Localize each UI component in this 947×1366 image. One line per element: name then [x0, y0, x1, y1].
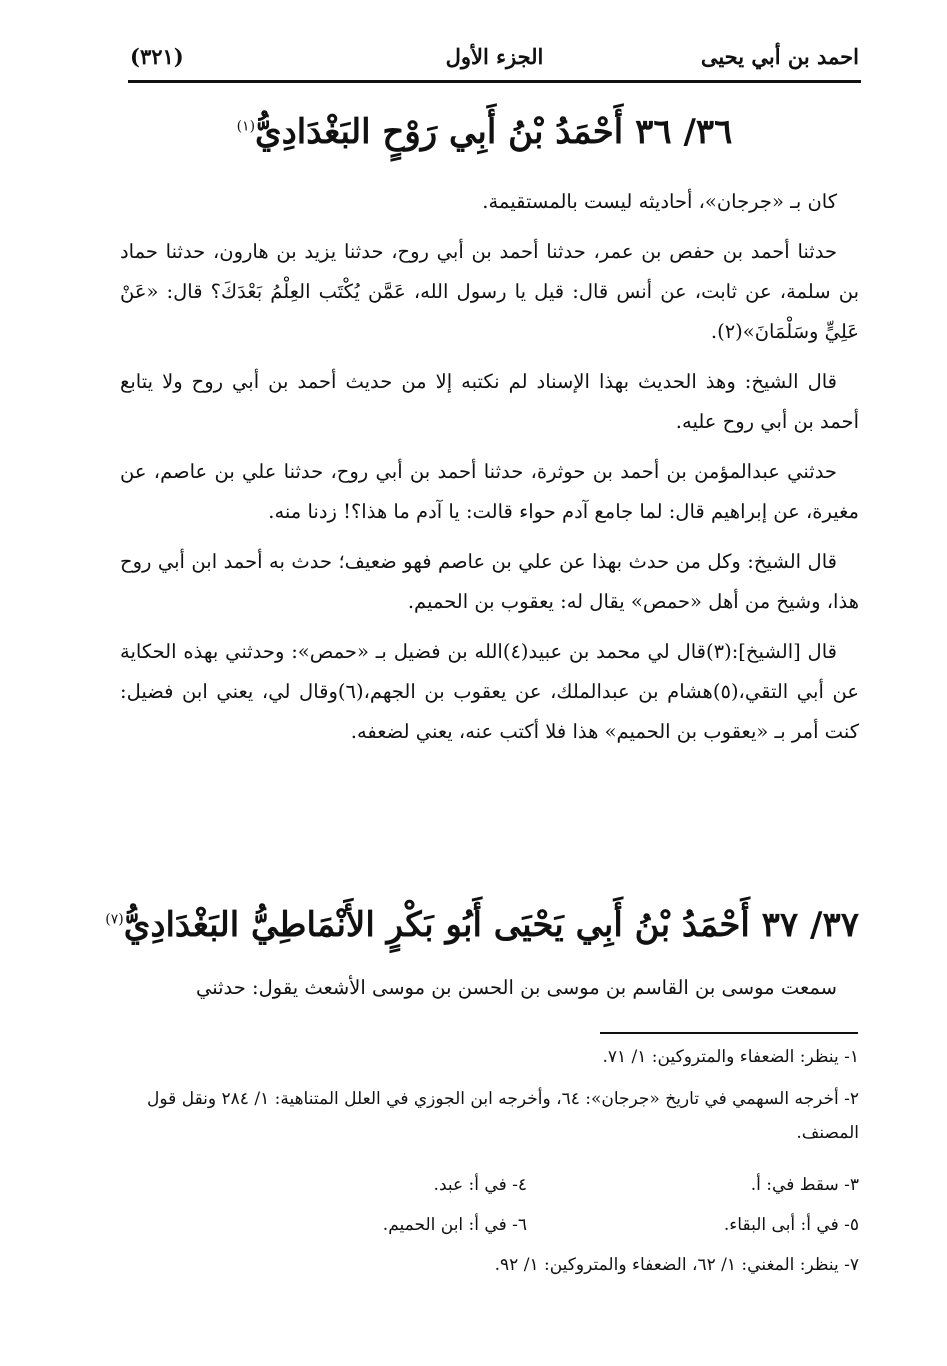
paragraph: قال [الشيخ]:(٣)قال لي محمد بن عبيد(٤)الله بن فضيل بـ «حمص»: وحدثني بهذه الحكاية عن أبي التقي،(٥)هشام بن عبدالملك، عن يعقوب بن الجهم،(٦)وقال لي، يعني ابن فضيل: كنت أمر بـ «يعقوب بن الحميم» هذا فلا أكتب عنه، يعني لضعفه. [120, 640, 859, 743]
entry-title-36 [110, 112, 859, 152]
footnote-4: ٤- في أ: عبد. [433, 1175, 527, 1195]
running-header [130, 38, 859, 78]
body-text-block-2 [120, 968, 859, 1008]
footnote-separator [600, 1032, 858, 1034]
paragraph: حدثني عبدالمؤمن بن أحمد بن حوثرة، حدثنا أحمد بن أبي روح، حدثنا علي بن عاصم، عن مغيرة، عن إبراهيم قال: لما جامع آدم حواء قالت: يا آدم ما هذا؟! زدنا منه. [120, 460, 859, 523]
paragraph: قال الشيخ: وهذ الحديث بهذا الإسناد لم نكتبه إلا من حديث أحمد بن أبي روح ولا يتابع أحمد بن أبي روح عليه. [120, 370, 859, 433]
header-author: احمد بن أبي يحيى [700, 44, 859, 69]
body-text-block-1 [120, 182, 859, 752]
page-number: (٣٢١) [130, 44, 184, 69]
footnote-ref: (١) [236, 118, 256, 135]
paragraph: سمعت موسى بن القاسم بن موسى بن الحسن بن موسى الأشعث يقول: حدثني [195, 976, 837, 999]
paragraph: قال الشيخ: وكل من حدث بهذا عن علي بن عاصم فهو ضعيف؛ حدث به أحمد ابن أبي روح هذا، وشيخ من أهل «حمص» يقال له: يعقوب بن الحميم. [120, 550, 859, 613]
header-rule [128, 80, 861, 83]
paragraph: كان بـ «جرجان»، أحاديثه ليست بالمستقيمة. [482, 190, 837, 213]
entry-title-text: ٣٧/ ٣٧ أَحْمَدُ بْنُ أَبِي يَحْيَى أَبُو بَكْرٍ الأَنْمَاطِيُّ البَغْدَادِيُّ [123, 905, 859, 945]
footnote-5: ٥- في أ: أبى البقاء. [723, 1215, 859, 1235]
entry-title-37 [105, 905, 859, 945]
footnote-1: ١- ينظر: الضعفاء والمتروكين: ١/ ٧١. [602, 1047, 859, 1067]
paragraph: حدثنا أحمد بن حفص بن عمر، حدثنا أحمد بن أبي روح، حدثنا يزيد بن هارون، حدثنا حماد بن سلمة، عن ثابت، عن أنس قال: قيل يا رسول الله، عَمَّن يُكْتَب العِلْمُ بَعْدَكَ؟ قال: «عَنْ عَلِيٍّ وسَلْمَانَ»(٢). [120, 240, 859, 343]
footnote-7: ٧- ينظر: المغني: ١/ ٦٢، الضعفاء والمتروكين: ١/ ٩٢. [494, 1255, 859, 1275]
header-volume: الجزء الأول [445, 44, 544, 69]
entry-title-text: ٣٦/ ٣٦ أَحْمَدُ بْنُ أَبِي رَوْحٍ البَغْدَادِيُّ [255, 112, 733, 152]
footnote-2: ٢- أخرجه السهمي في تاريخ «جرجان»: ٦٤، وأخرجه ابن الجوزي في العلل المتناهية: ١/ ٢٨٤ ونقل قول المصنف. [147, 1089, 859, 1143]
footnote-3: ٣- سقط في: أ. [750, 1175, 859, 1195]
footnote-6: ٦- في أ: ابن الحميم. [382, 1215, 527, 1235]
footnote-ref: (٧) [105, 911, 124, 928]
